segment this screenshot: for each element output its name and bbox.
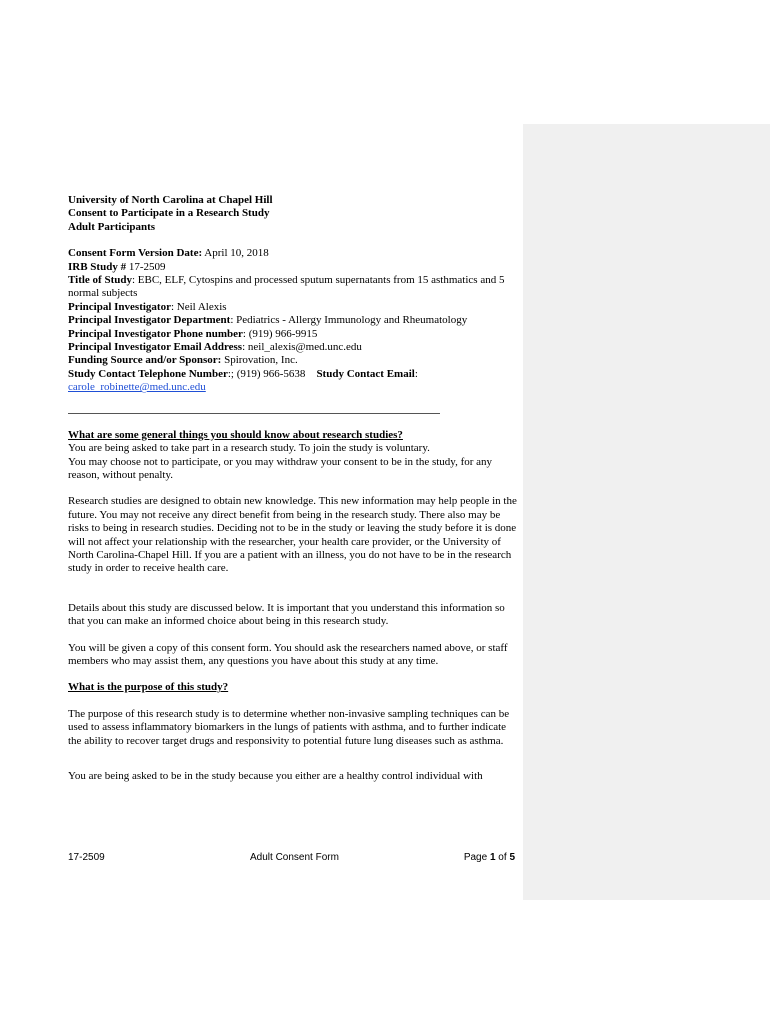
section-heading-general: What are some general things you should know about research studies? bbox=[68, 428, 403, 441]
footer-page-number: Page 1 of 5 bbox=[463, 852, 515, 863]
paragraph: You may choose not to participate, or you may withdraw your consent to be in the study, for any reason, without penalty. bbox=[68, 455, 493, 481]
form-title: Consent to Participate in a Research Study bbox=[68, 207, 270, 220]
pi-line: Principal Investigator: Neil Alexis bbox=[68, 300, 227, 313]
footer-form-name: Adult Consent Form bbox=[250, 852, 339, 863]
pi-email-line: Principal Investigator Email Address: neil_alexis@med.unc.edu bbox=[68, 341, 362, 354]
paragraph: You are being asked to be in the study because you either are a healthy control individual with bbox=[68, 770, 483, 782]
divider bbox=[68, 413, 440, 414]
contact-email-link[interactable]: carole_robinette@med.unc.edu bbox=[68, 381, 206, 394]
version-date-line: Consent Form Version Date: April 10, 2018 bbox=[68, 247, 269, 260]
paragraph: Research studies are designed to obtain new knowledge. This new information may help people in the future. You may not receive any direct benefit from being in the research study. There also may be risks to being in research studies. Deciding not to be in the study or leaving the study before it is done will not affect your relationship with the researcher, your health care provider, or the University of North Carolina-Chapel Hill. If you are a patient with an illness, you do not have to be in the research study in order to receive health care. bbox=[68, 495, 517, 575]
pi-phone-line: Principal Investigator Phone number: (919) 966-9915 bbox=[68, 327, 318, 340]
pi-department-line: Principal Investigator Department: Pediatrics - Allergy Immunology and Rheumatology bbox=[68, 314, 468, 327]
irb-line: IRB Study # 17-2509 bbox=[68, 260, 166, 273]
study-title-line: Title of Study: EBC, ELF, Cytospins and processed sputum supernatants from 15 asthmatics and 5 normal subjects bbox=[68, 274, 505, 300]
comment-pane bbox=[523, 124, 770, 900]
page-footer bbox=[68, 852, 515, 866]
document-body bbox=[68, 194, 518, 783]
footer-study-number: 17-2509 bbox=[68, 852, 105, 863]
section-heading-purpose: What is the purpose of this study? bbox=[68, 681, 229, 694]
paragraph: You are being asked to take part in a research study. To join the study is voluntary. bbox=[68, 442, 430, 455]
contact-line: Study Contact Telephone Number:; (919) 966-5638 Study Contact Email: bbox=[68, 367, 418, 380]
paragraph: The purpose of this research study is to determine whether non-invasive sampling techniques can be used to assess inflammatory biomarkers in the lungs of patients with asthma, and to further indicate the ability to recover target drugs and responsivity to potential future lung diseases such as asthma. bbox=[68, 707, 510, 747]
funding-line: Funding Source and/or Sponsor: Spirovation, Inc. bbox=[68, 354, 298, 367]
paragraph: You will be given a copy of this consent form. You should ask the researchers named above, or staff members who may assist them, any questions you have about this study at any time. bbox=[68, 641, 508, 667]
form-subtitle: Adult Participants bbox=[68, 220, 156, 233]
paragraph: Details about this study are discussed below. It is important that you understand this information so that you can make an informed choice about being in this research study. bbox=[68, 601, 505, 628]
institution-name: University of North Carolina at Chapel Hill bbox=[68, 194, 273, 206]
contact-email-row bbox=[68, 381, 518, 394]
